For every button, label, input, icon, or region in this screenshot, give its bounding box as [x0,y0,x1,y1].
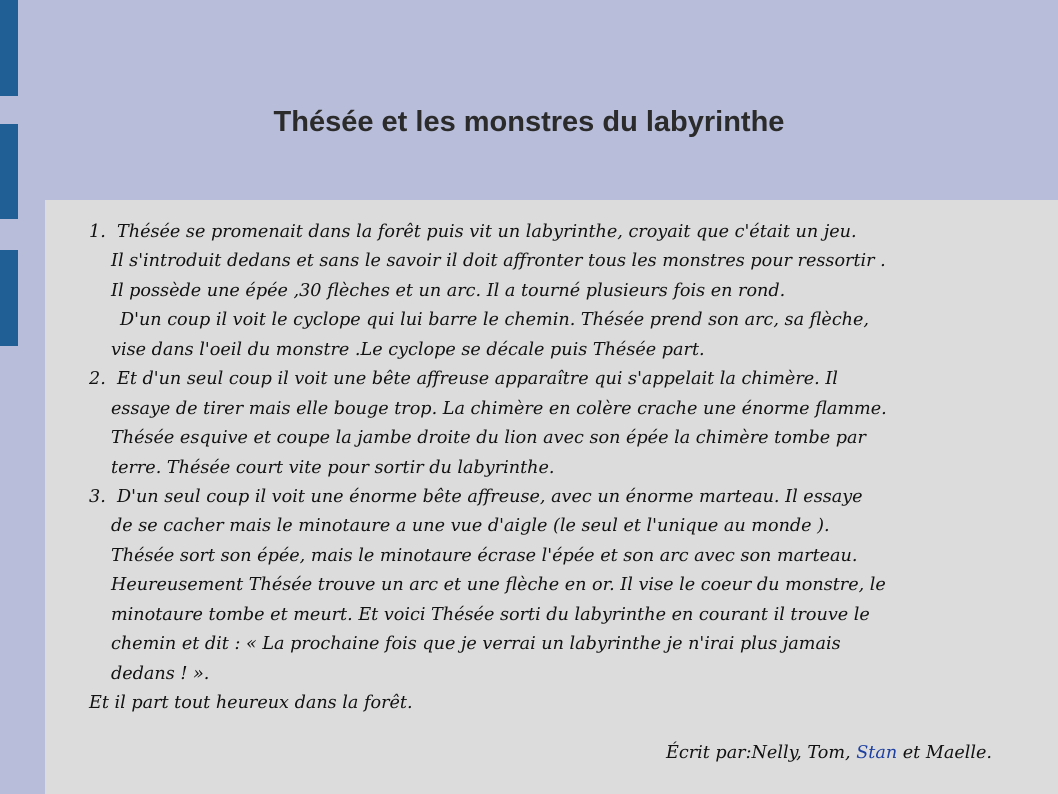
story-line: Il possède une épée ,30 flèches et un arc. Il a tourné plusieurs fois en rond. [111,280,786,301]
story-line: Thésée se promenait dans la forêt puis vit un labyrinthe, croyait que c'était un jeu. [117,222,857,242]
content-area [45,200,1058,794]
list-number: 3. [89,486,106,507]
signature-prefix: Écrit par:Nelly, Tom, [666,743,857,763]
story-line: Thésée sort son épée, mais le minotaure écrase l'épée et son arc avec son marteau. [111,545,858,566]
story-line: D'un coup il voit le cyclope qui lui barre le chemin. Thésée prend son arc, sa flèche, [120,310,870,331]
story-line: Heureusement Thésée trouve un arc et une flèche en or. Il vise le coeur du monstre, le [111,575,886,596]
signature-suffix: et Maelle. [897,743,992,763]
story-line: Il s'introduit dedans et sans le savoir il doit affronter tous les monstres pour ressortir . [111,251,886,272]
story-line: Et d'un seul coup il voit une bête affreuse apparaître qui s'appelait la chimère. Il [117,369,838,390]
story-line: chemin et dit : « La prochaine fois que je verrai un labyrinthe je n'irai plus jamais [111,634,841,655]
side-bar-top [0,0,18,96]
list-item-first-line [89,483,1019,512]
list-number: 2. [89,369,106,390]
signature-highlight-name: Stan [856,743,898,763]
story-line: de se cacher mais le minotaure a une vue d'aigle (le seul et l'unique au monde ). [111,516,830,537]
story-line: minotaure tombe et meurt. Et voici Thésée sorti du labyrinthe en courant il trouve le [111,604,870,625]
list-number: 1. [89,222,106,242]
story-line: D'un seul coup il voit une énorme bête affreuse, avec un énorme marteau. Il essaye [117,486,863,507]
page-title: Thésée et les monstres du labyrinthe [273,106,785,138]
story-line: dedans ! ». [111,663,210,684]
side-bar-bottom [0,250,18,346]
story-line: essaye de tirer mais elle bouge trop. La chimère en colère crache une énorme flamme. [111,398,887,419]
story-line: terre. Thésée court vite pour sortir du labyrinthe. [111,457,555,478]
list-item-first-line [89,218,1019,247]
list-item-first-line [89,365,1019,394]
closing-line: Et il part tout heureux dans la forêt. [89,693,413,713]
story-text [89,218,1019,718]
signature [666,743,992,763]
story-line: Thésée esquive et coupe la jambe droite du lion avec son épée la chimère tombe par [111,428,866,449]
story-line: vise dans l'oeil du monstre .Le cyclope se décale puis Thésée part. [111,339,705,360]
